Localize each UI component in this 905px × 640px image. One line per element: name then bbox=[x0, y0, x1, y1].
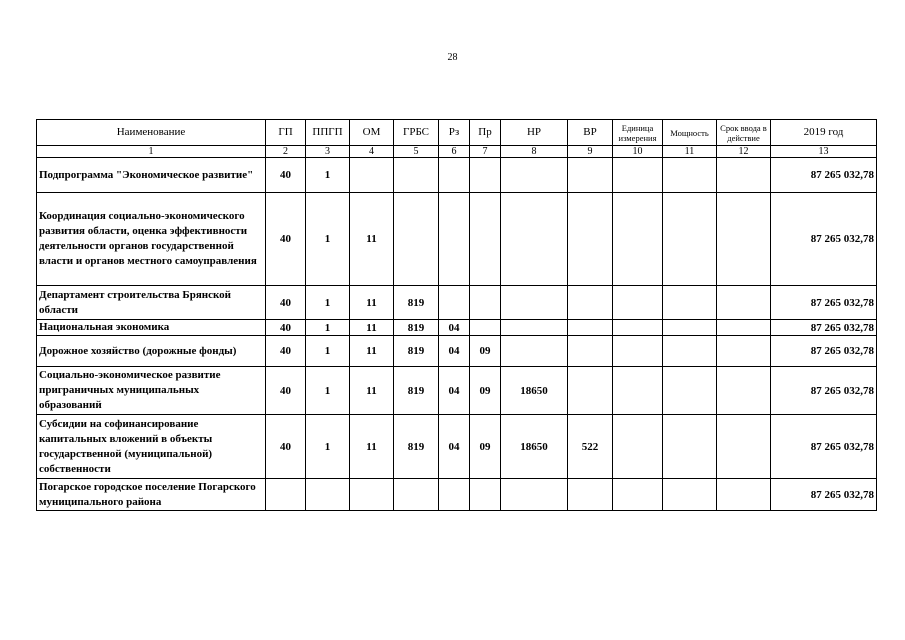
cell-power bbox=[663, 193, 717, 286]
cell-power bbox=[663, 158, 717, 193]
cell-ppgp: 1 bbox=[306, 158, 350, 193]
cell-gp bbox=[266, 479, 306, 511]
cell-ppgp: 1 bbox=[306, 367, 350, 415]
table-row bbox=[37, 320, 877, 336]
cell-grbs: 819 bbox=[394, 320, 439, 336]
cell-vr bbox=[568, 158, 613, 193]
cell-unit bbox=[613, 193, 663, 286]
cell-term bbox=[717, 479, 771, 511]
cell-pr bbox=[470, 479, 501, 511]
cell-grbs: 819 bbox=[394, 336, 439, 367]
cell-term bbox=[717, 193, 771, 286]
cell-pr: 09 bbox=[470, 415, 501, 479]
cell-amount: 87 265 032,78 bbox=[771, 367, 877, 415]
cell-grbs bbox=[394, 158, 439, 193]
cell-ppgp: 1 bbox=[306, 415, 350, 479]
cell-gp: 40 bbox=[266, 193, 306, 286]
cell-vr bbox=[568, 320, 613, 336]
cell-grbs bbox=[394, 193, 439, 286]
cell-gp: 40 bbox=[266, 286, 306, 320]
cell-nr bbox=[501, 193, 568, 286]
cell-name: Подпрограмма "Экономическое развитие" bbox=[37, 158, 266, 193]
cell-om: 11 bbox=[350, 336, 394, 367]
cell-om: 11 bbox=[350, 415, 394, 479]
header-cell-term: Срок ввода в действие bbox=[717, 120, 771, 146]
cell-nr bbox=[501, 286, 568, 320]
cell-gp: 40 bbox=[266, 158, 306, 193]
cell-nr bbox=[501, 158, 568, 193]
header-cell-power: Мощность bbox=[663, 120, 717, 146]
table-row bbox=[37, 286, 877, 320]
cell-power bbox=[663, 479, 717, 511]
column-number-cell: 5 bbox=[394, 146, 439, 158]
table-row bbox=[37, 479, 877, 511]
cell-om bbox=[350, 158, 394, 193]
budget-table bbox=[36, 119, 877, 511]
cell-amount: 87 265 032,78 bbox=[771, 193, 877, 286]
column-number-cell: 10 bbox=[613, 146, 663, 158]
header-cell-rz: Рз bbox=[439, 120, 470, 146]
cell-nr: 18650 bbox=[501, 415, 568, 479]
cell-name: Департамент строительства Брянской области bbox=[37, 286, 266, 320]
cell-vr bbox=[568, 479, 613, 511]
header-cell-om: ОМ bbox=[350, 120, 394, 146]
cell-grbs: 819 bbox=[394, 367, 439, 415]
column-number-cell: 3 bbox=[306, 146, 350, 158]
column-number-row bbox=[37, 146, 877, 158]
cell-unit bbox=[613, 367, 663, 415]
cell-power bbox=[663, 286, 717, 320]
cell-amount: 87 265 032,78 bbox=[771, 479, 877, 511]
cell-om: 11 bbox=[350, 193, 394, 286]
header-cell-grbs: ГРБС bbox=[394, 120, 439, 146]
cell-nr bbox=[501, 479, 568, 511]
table-row bbox=[37, 158, 877, 193]
column-number-cell: 12 bbox=[717, 146, 771, 158]
header-cell-gp: ГП bbox=[266, 120, 306, 146]
cell-amount: 87 265 032,78 bbox=[771, 336, 877, 367]
header-cell-name: Наименование bbox=[37, 120, 266, 146]
header-cell-nr: НР bbox=[501, 120, 568, 146]
cell-unit bbox=[613, 158, 663, 193]
cell-name: Социально-экономическое развитие приграничных муниципальных образований bbox=[37, 367, 266, 415]
cell-rz: 04 bbox=[439, 336, 470, 367]
cell-vr bbox=[568, 336, 613, 367]
cell-vr bbox=[568, 286, 613, 320]
cell-power bbox=[663, 320, 717, 336]
cell-vr bbox=[568, 367, 613, 415]
cell-gp: 40 bbox=[266, 336, 306, 367]
cell-term bbox=[717, 336, 771, 367]
cell-ppgp: 1 bbox=[306, 193, 350, 286]
cell-om bbox=[350, 479, 394, 511]
cell-unit bbox=[613, 286, 663, 320]
cell-name: Субсидии на софинансирование капитальных вложений в объекты государственной (муниципальной) собственности bbox=[37, 415, 266, 479]
cell-rz bbox=[439, 479, 470, 511]
cell-ppgp: 1 bbox=[306, 320, 350, 336]
column-number-cell: 1 bbox=[37, 146, 266, 158]
header-cell-unit: Единица измерения bbox=[613, 120, 663, 146]
cell-om: 11 bbox=[350, 286, 394, 320]
cell-ppgp bbox=[306, 479, 350, 511]
cell-term bbox=[717, 415, 771, 479]
cell-rz bbox=[439, 158, 470, 193]
header-cell-vr: ВР bbox=[568, 120, 613, 146]
header-cell-ppgp: ППГП bbox=[306, 120, 350, 146]
cell-om: 11 bbox=[350, 367, 394, 415]
page-number: 28 bbox=[447, 52, 458, 63]
cell-name: Национальная экономика bbox=[37, 320, 266, 336]
cell-pr bbox=[470, 320, 501, 336]
cell-term bbox=[717, 320, 771, 336]
cell-unit bbox=[613, 415, 663, 479]
header-row bbox=[37, 120, 877, 146]
cell-ppgp: 1 bbox=[306, 286, 350, 320]
cell-gp: 40 bbox=[266, 415, 306, 479]
cell-rz: 04 bbox=[439, 367, 470, 415]
column-number-cell: 4 bbox=[350, 146, 394, 158]
table-body bbox=[37, 158, 877, 511]
cell-term bbox=[717, 367, 771, 415]
cell-amount: 87 265 032,78 bbox=[771, 286, 877, 320]
cell-rz bbox=[439, 193, 470, 286]
column-number-cell: 9 bbox=[568, 146, 613, 158]
header-cell-year: 2019 год bbox=[771, 120, 877, 146]
column-number-cell: 13 bbox=[771, 146, 877, 158]
cell-pr bbox=[470, 193, 501, 286]
cell-term bbox=[717, 286, 771, 320]
cell-vr bbox=[568, 193, 613, 286]
cell-rz: 04 bbox=[439, 320, 470, 336]
cell-vr: 522 bbox=[568, 415, 613, 479]
table-row bbox=[37, 193, 877, 286]
cell-grbs: 819 bbox=[394, 415, 439, 479]
cell-pr: 09 bbox=[470, 336, 501, 367]
column-number-cell: 7 bbox=[470, 146, 501, 158]
cell-name: Погарское городское поселение Погарского муниципального района bbox=[37, 479, 266, 511]
cell-rz: 04 bbox=[439, 415, 470, 479]
cell-term bbox=[717, 158, 771, 193]
column-number-cell: 6 bbox=[439, 146, 470, 158]
table-row bbox=[37, 367, 877, 415]
cell-rz bbox=[439, 286, 470, 320]
cell-unit bbox=[613, 336, 663, 367]
cell-power bbox=[663, 367, 717, 415]
column-number-cell: 2 bbox=[266, 146, 306, 158]
cell-gp: 40 bbox=[266, 367, 306, 415]
cell-name: Дорожное хозяйство (дорожные фонды) bbox=[37, 336, 266, 367]
table-row bbox=[37, 415, 877, 479]
header-cell-pr: Пр bbox=[470, 120, 501, 146]
cell-unit bbox=[613, 320, 663, 336]
cell-amount: 87 265 032,78 bbox=[771, 158, 877, 193]
cell-ppgp: 1 bbox=[306, 336, 350, 367]
cell-pr: 09 bbox=[470, 367, 501, 415]
cell-pr bbox=[470, 158, 501, 193]
cell-pr bbox=[470, 286, 501, 320]
cell-name: Координация социально-экономического развития области, оценка эффективности деятельности органов государственной власти и органов местного самоуправления bbox=[37, 193, 266, 286]
cell-om: 11 bbox=[350, 320, 394, 336]
column-number-cell: 11 bbox=[663, 146, 717, 158]
cell-unit bbox=[613, 479, 663, 511]
cell-nr bbox=[501, 320, 568, 336]
cell-nr: 18650 bbox=[501, 367, 568, 415]
column-number-cell: 8 bbox=[501, 146, 568, 158]
cell-power bbox=[663, 415, 717, 479]
cell-grbs bbox=[394, 479, 439, 511]
cell-gp: 40 bbox=[266, 320, 306, 336]
cell-amount: 87 265 032,78 bbox=[771, 415, 877, 479]
cell-power bbox=[663, 336, 717, 367]
cell-nr bbox=[501, 336, 568, 367]
cell-grbs: 819 bbox=[394, 286, 439, 320]
cell-amount: 87 265 032,78 bbox=[771, 320, 877, 336]
table-row bbox=[37, 336, 877, 367]
